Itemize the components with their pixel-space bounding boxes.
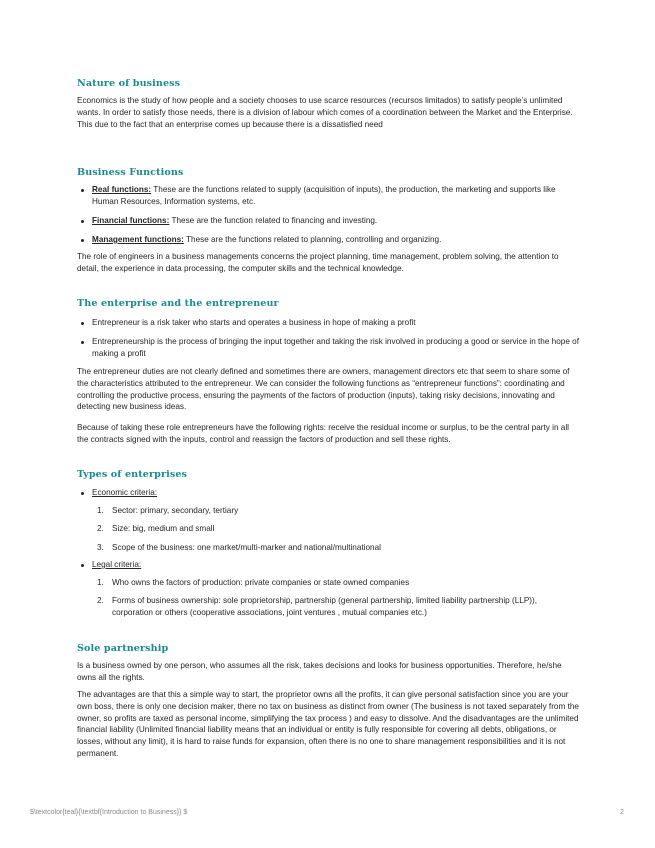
sole-advantages-paragraph: The advantages are that this a simple way to start, the proprietor owns all the profits, it can give personal satisfaction since you are your own boss, there is only one decision maker, there no tax on business as distinct from owner (The business is not taxed separately from the owner, so profits are taxed as personal income, simplifying the tax process ) and easy to dissolve. And the disadvantages are the unlimited financial liability (Unlimited financial liability means that an individual or entity is fully responsible for covering all debts, obligations, or losses, without any limit), it is hard to raise funds for expansion, often there is no one to share management responsibilities and it is not permanent. [77,690,579,758]
list-item [77,559,580,571]
list-item-text: Who owns the factors of production: private companies or state owned companies [112,578,410,587]
list-number: 1. [97,578,104,587]
list-number: 1. [97,506,104,515]
bullet [81,564,84,567]
bullet [81,189,84,192]
function-text: These are the function related to financing and investing. [169,216,378,225]
economic-criteria-label: Economic criteria: [92,488,158,497]
list-item [77,487,580,499]
page-number: 2 [620,809,624,816]
list-item-text: Entrepreneurship is the process of bringing the input together and taking the risk involved in producing a good or service in the hope of making a profit [92,337,580,358]
nature-paragraph: Economics is the study of how people and a society chooses to use scarce resources (recursos limitados) to satisfy people’s unlimited wants. In order to satisfy those needs, there is a division of labour which comes of a coordination between the Market and the Enterprise. This due to the fact that an enterprise comes up because there is a dissatisfied need [77,96,573,129]
list-item [77,317,580,329]
list-number: 2. [97,524,104,533]
section-title-functions: Business Functions [77,167,184,178]
section-title-types: Types of enterprises [77,469,188,480]
function-text: These are the functions related to planning, controlling and organizing. [183,235,442,244]
function-term: Financial functions: [92,216,170,225]
list-item [77,184,580,208]
list-item [77,234,580,246]
list-number: 3. [97,543,104,552]
list-item [97,595,580,619]
list-item [97,542,580,554]
list-item [97,505,580,517]
bullet [81,341,84,344]
list-number: 2. [97,596,104,605]
function-term: Real functions: [92,185,152,194]
function-term: Management functions: [92,235,184,244]
list-item-text: Forms of business ownership: sole proprietorship, partnership (general partnership, limited liability partnership (LLP)), corporation or others (cooperative associations, joint ventures , mutual companies etc.) [112,596,538,617]
footer-title: $\textcolor{teal}{\textbf{Introduction to Business}} $ [30,809,188,816]
section-title-enterprise: The enterprise and the entrepreneur [77,298,279,309]
function-text: These are the functions related to supply (acquisition of inputs), the production, the marketing and supports like Human Resources, Information systems, etc. [92,185,556,206]
entrepreneur-duties-paragraph: The entrepreneur duties are not clearly defined and sometimes there are owners, management directors etc that seem to share some of the characteristics attributed to the entrepreneur. We can consider the following functions as “entrepreneur functions”: coordinating and controlling the productive process, ensuring the payments of the factors of production (inputs), taking risky decisions, innovating and detecting new business ideas. [77,367,570,412]
section-title-nature: Nature of business [77,78,181,89]
list-item [77,336,580,360]
list-item [77,215,580,227]
bullet [81,322,84,325]
list-item [97,577,580,589]
engineers-paragraph: The role of engineers in a business managements concerns the project planning, time management, problem solving, the attention to detail, the experience in data processing, the computer skills and the technical knowledge. [77,252,559,273]
list-item-text: Scope of the business: one market/multi-marker and national/multinational [112,543,381,552]
bullet [81,220,84,223]
sole-definition-paragraph: Is a business owned by one person, who assumes all the risk, takes decisions and looks for business opportunities. Therefore, he/she owns all the rights. [77,661,562,682]
list-item-text: Entrepreneur is a risk taker who starts and operates a business in hope of making a profit [92,318,416,327]
bullet [81,239,84,242]
section-title-sole: Sole partnership [77,643,169,654]
list-item-text: Size: big, medium and small [112,524,215,533]
bullet [81,492,84,495]
entrepreneur-rights-paragraph: Because of taking these role entrepreneurs have the following rights: receive the residual income or surplus, to be the central party in all the contracts signed with the inputs, control and reassign the factors of production and sell these rights. [77,423,569,444]
list-item [97,523,580,535]
legal-criteria-label: Legal criteria: [92,560,142,569]
list-item-text: Sector: primary, secondary, tertiary [112,506,239,515]
